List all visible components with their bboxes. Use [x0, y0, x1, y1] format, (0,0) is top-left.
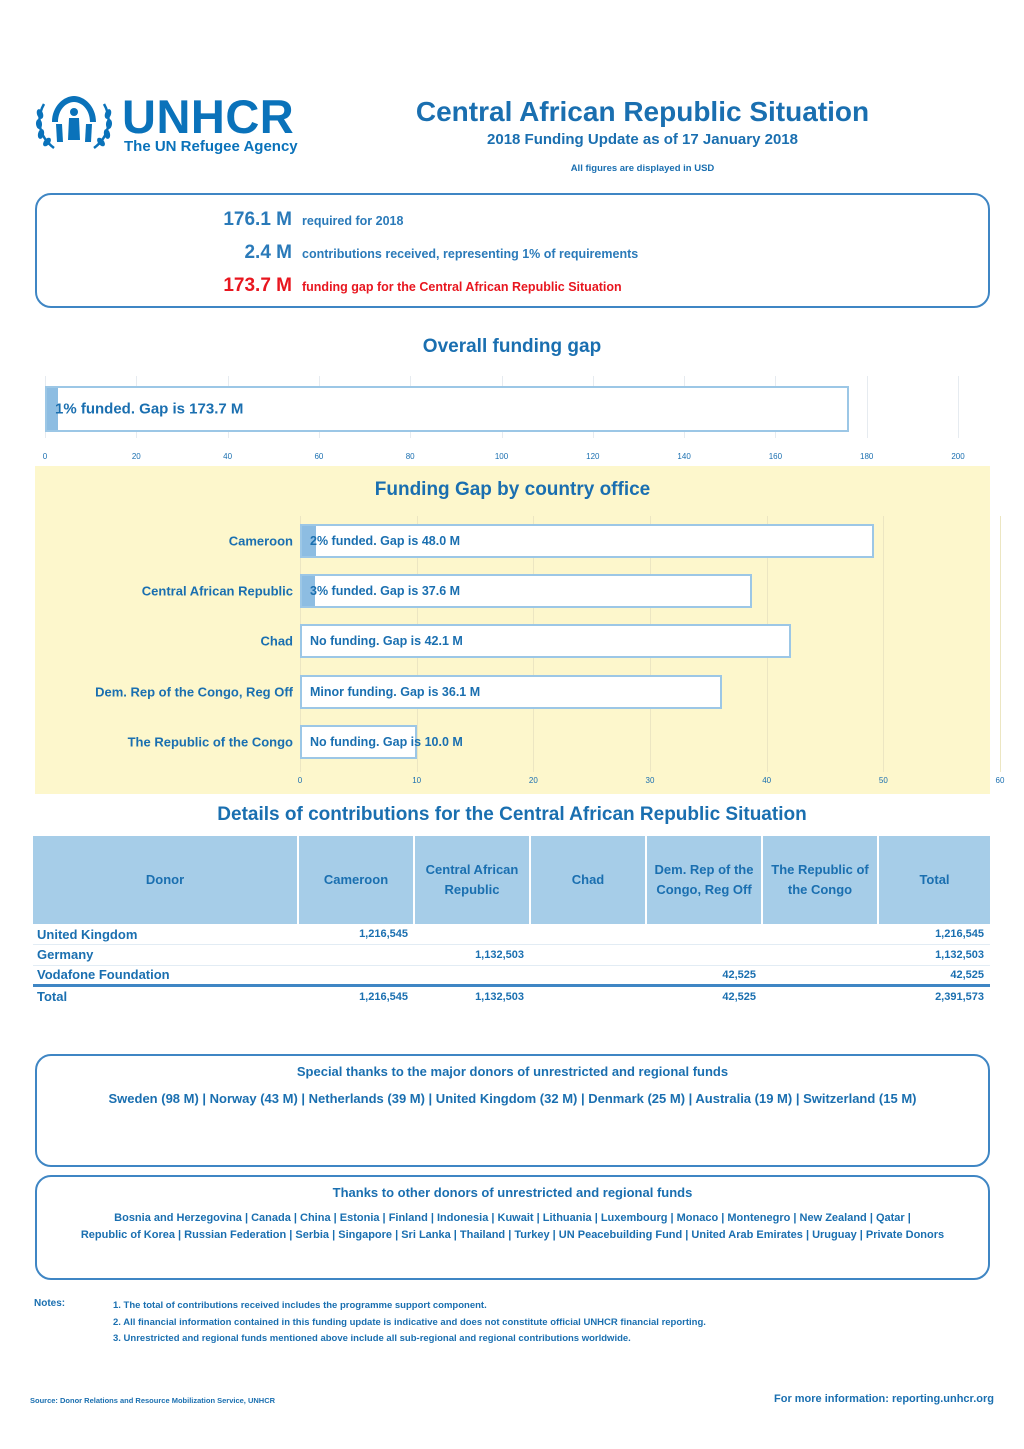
cell-drc: [646, 924, 762, 945]
major-donors-box: [35, 1054, 990, 1167]
note-item: 3. Unrestricted and regional funds mentioned above include all sub-regional and regional contributions worldwide.: [113, 1333, 631, 1344]
overall-funding-bar: [45, 386, 849, 432]
cell-car: [414, 965, 530, 986]
country-label: Central African Republic: [141, 583, 293, 599]
cell-total: 1,216,545: [878, 924, 990, 945]
column-header-car: Central African Republic: [414, 836, 530, 924]
cell-congo: [762, 945, 878, 966]
unhcr-logo: [34, 92, 324, 156]
overall-chart-title: Overall funding gap: [422, 336, 602, 357]
total-car: 1,132,503: [475, 990, 524, 1003]
page-subtitle: 2018 Funding Update as of 17 January 2018: [487, 131, 798, 148]
axis-tick-label: 50: [878, 776, 888, 785]
axis-tick-label: 120: [586, 452, 600, 461]
gap-label: funding gap for the Central African Republic Situation: [302, 280, 622, 294]
axis-tick-label: 180: [860, 452, 874, 461]
axis-tick-label: 20: [528, 776, 538, 785]
country-funding-chart: [95, 516, 1005, 785]
donor-name: United Kingdom: [33, 924, 298, 945]
axis-tick-label: 60: [995, 776, 1005, 785]
received-label: contributions received, representing 1% of requirements: [302, 247, 639, 261]
country-funding-bar: [300, 725, 463, 759]
axis-tick-label: 140: [677, 452, 691, 461]
funding-summary-box: [35, 193, 990, 308]
axis-tick-label: 100: [494, 452, 509, 461]
notes-label: Notes:: [34, 1298, 66, 1309]
axis-tick-label: 0: [42, 452, 48, 461]
country-funding-bar: [300, 624, 791, 658]
summary-required-row: [37, 209, 988, 235]
other-donors-line-2: Republic of Korea | Russian Federation | Serbia | Singapore | Sri Lanka | Thailand | Turkey | UN Peacebuilding Fund | United Arab Emirates | Uruguay | Private Donors: [80, 1229, 945, 1241]
required-amount: 176.1 M: [223, 209, 292, 230]
cell-chad: [530, 945, 646, 966]
country-label: The Republic of the Congo: [127, 734, 293, 750]
axis-tick-label: 200: [951, 452, 965, 461]
column-header-donor: Donor: [33, 836, 298, 924]
axis-tick-label: 30: [645, 776, 655, 785]
axis-tick-label: 0: [297, 776, 303, 785]
cell-car: 1,132,503: [414, 945, 530, 966]
currency-note: All figures are displayed in USD: [570, 163, 715, 174]
country-chart-title: Funding Gap by country office: [374, 479, 651, 500]
total-chad: [530, 986, 646, 1007]
cell-drc: [646, 945, 762, 966]
logo-wordmark: UNHCR: [122, 90, 295, 143]
cell-total: 42,525: [878, 965, 990, 986]
total-drc: 42,525: [722, 990, 756, 1003]
table-row: [33, 924, 990, 945]
cell-chad: [530, 924, 646, 945]
country-bar-label: 3% funded. Gap is 37.6 M: [310, 584, 461, 599]
country-bar-label: No funding. Gap is 42.1 M: [310, 634, 463, 649]
note-item: 2. All financial information contained in this funding update is indicative and does not constitute official UNHCR financial reporting.: [113, 1316, 706, 1328]
cell-congo: [762, 965, 878, 986]
country-funding-bar: [300, 574, 752, 608]
cell-cameroon: 1,216,545: [298, 924, 414, 945]
column-header-cameroon: Cameroon: [298, 836, 414, 924]
axis-tick-label: 20: [131, 452, 141, 461]
country-chart-panel: [35, 466, 1005, 794]
required-label: required for 2018: [302, 214, 404, 228]
cell-congo: [762, 924, 878, 945]
contributions-table: [33, 836, 990, 1006]
overall-funding-chart: [42, 376, 965, 461]
summary-gap-row: [37, 275, 988, 301]
column-header-total: Total: [878, 836, 990, 924]
country-label: Cameroon: [228, 533, 293, 549]
notes-list: [113, 1298, 706, 1348]
cell-drc: 42,525: [646, 965, 762, 986]
gridline: [958, 376, 959, 438]
logo-tagline: The UN Refugee Agency: [124, 138, 298, 155]
axis-tick-label: 10: [412, 776, 422, 785]
column-header-chad: Chad: [530, 836, 646, 924]
gridline: [867, 376, 868, 438]
cell-chad: [530, 965, 646, 986]
gridline: [883, 516, 884, 772]
page-title: Central African Republic Situation: [415, 96, 870, 127]
country-label: Dem. Rep of the Congo, Reg Off: [95, 684, 293, 700]
total-congo: [762, 986, 878, 1007]
received-amount: 2.4 M: [244, 242, 292, 263]
total-cameroon: 1,216,545: [359, 990, 408, 1003]
other-donors-line-1: Bosnia and Herzegovina | Canada | China | Estonia | Finland | Indonesia | Kuwait | Lithuania | Luxembourg | Monaco | Montenegro | New Zealand | Qatar |: [114, 1212, 911, 1224]
table-header-row: [33, 836, 990, 924]
donor-name: Germany: [33, 945, 298, 966]
axis-tick-label: 60: [314, 452, 324, 461]
axis-tick-label: 160: [768, 452, 783, 461]
note-item: 1. The total of contributions received includes the programme support component.: [113, 1300, 487, 1311]
country-bar-label: Minor funding. Gap is 36.1 M: [310, 684, 481, 699]
other-donors-box: [35, 1175, 990, 1280]
total-label: Total: [37, 989, 68, 1004]
major-donors-title: Special thanks to the major donors of unrestricted and regional funds: [296, 1064, 729, 1079]
more-info-link[interactable]: For more information: reporting.unhcr.org: [774, 1393, 994, 1405]
column-header-drc: Dem. Rep of the Congo, Reg Off: [646, 836, 762, 924]
total-grand: 2,391,573: [935, 990, 984, 1003]
country-funding-bar: [300, 524, 874, 558]
column-header-congo: The Republic of the Congo: [762, 836, 878, 924]
major-donors-list: Sweden (98 M) | Norway (43 M) | Netherlands (39 M) | United Kingdom (32 M) | Denmark (25 M) | Australia (19 M) | Switzerland (15 M): [108, 1091, 917, 1106]
gap-amount: 173.7 M: [223, 275, 292, 296]
other-donors-title: Thanks to other donors of unrestricted and regional funds: [332, 1185, 693, 1200]
gridline: [1000, 516, 1001, 772]
axis-tick-label: 40: [762, 776, 772, 785]
cell-car: [414, 924, 530, 945]
country-bar-label: 2% funded. Gap is 48.0 M: [310, 534, 461, 548]
contributions-title: Details of contributions for the Central African Republic Situation: [217, 804, 807, 825]
unhcr-emblem-icon: [34, 92, 114, 154]
axis-tick-label: 80: [405, 452, 415, 461]
other-donors-list: [37, 1210, 988, 1244]
cell-total: 1,132,503: [878, 945, 990, 966]
country-label: Chad: [260, 633, 293, 649]
donor-name: Vodafone Foundation: [33, 965, 298, 986]
table-total-row: [33, 986, 990, 1007]
axis-tick-label: 40: [223, 452, 233, 461]
country-bar-label: No funding. Gap is 10.0 M: [310, 734, 463, 749]
cell-cameroon: [298, 965, 414, 986]
cell-cameroon: [298, 945, 414, 966]
summary-received-row: [37, 242, 988, 268]
table-row: [33, 945, 990, 966]
country-funding-bar: [300, 675, 722, 709]
overall-bar-label: 1% funded. Gap is 173.7 M: [55, 400, 244, 418]
table-row: [33, 965, 990, 986]
source-note: Source: Donor Relations and Resource Mobilization Service, UNHCR: [30, 1396, 276, 1405]
